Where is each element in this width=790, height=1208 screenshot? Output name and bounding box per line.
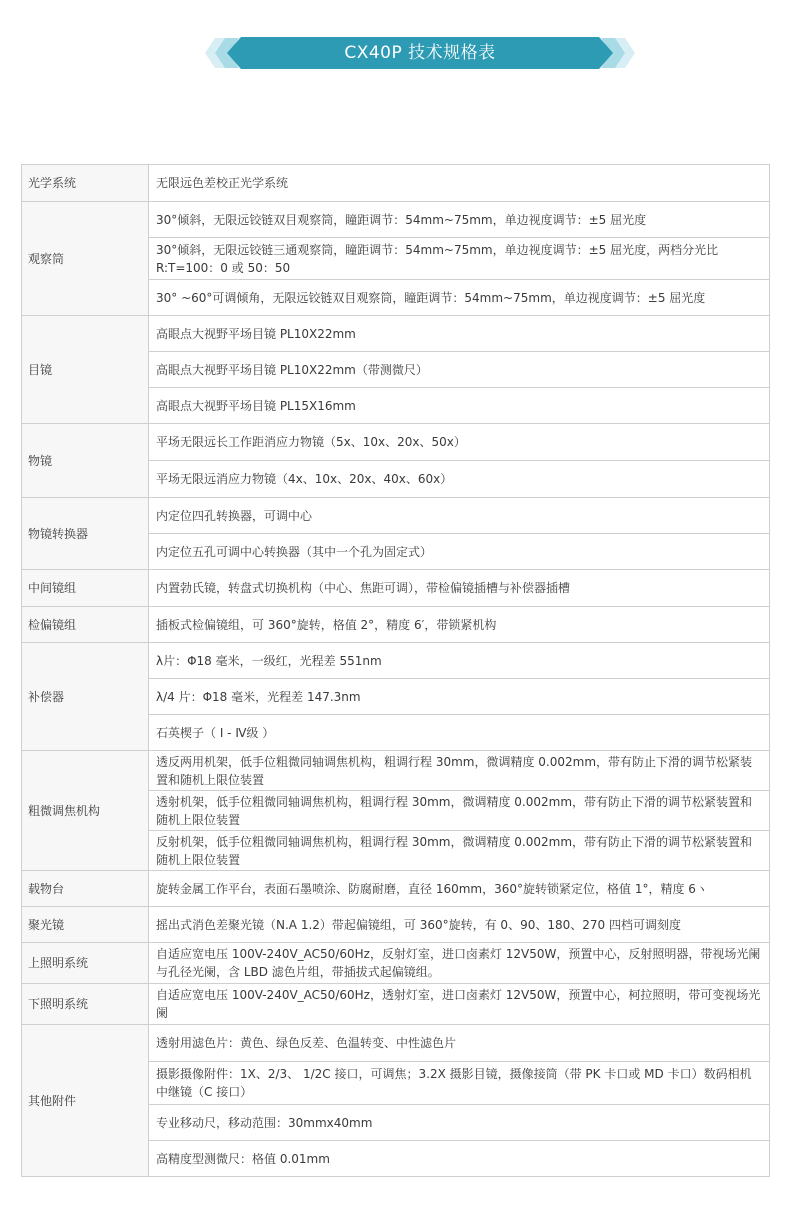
spec-value-cell: 自适应宽电压 100V-240V_AC50/60Hz，反射灯室，进口卤素灯 12V50W，预置中心，反射照明器，带视场光阑与孔径光阑，含 LBD 滤色片组，带插拔式起偏镜组。 [149,943,770,984]
spec-category-cell: 物镜转换器 [22,498,149,570]
spec-value-cell: 透反两用机架，低手位粗微同轴调焦机构，粗调行程 30mm，微调精度 0.002mm，带有防止下滑的调节松紧装置和随机上限位装置 [149,751,770,791]
spec-value-cell: 摄影摄像附件：1X、2/3、 1/2C 接口，可调焦；3.2X 摄影目镜，摄像接筒（带 PK 卡口或 MD 卡口）数码相机中继镜（C 接口） [149,1062,770,1105]
table-row [22,907,770,943]
table-row [22,202,770,238]
spec-value-cell: 透射用滤色片：黄色、绿色反差、色温转变、中性滤色片 [149,1025,770,1062]
spec-value-cell: 反射机架，低手位粗微同轴调焦机构，粗调行程 30mm，微调精度 0.002mm，带有防止下滑的调节松紧装置和随机上限位装置 [149,831,770,871]
spec-value-cell: 高眼点大视野平场目镜 PL10X22mm [149,316,770,352]
spec-value-cell: λ/4 片：Φ18 毫米，光程差 147.3nm [149,679,770,715]
spec-value-cell: 高眼点大视野平场目镜 PL10X22mm（带测微尺） [149,352,770,388]
table-row [22,570,770,607]
spec-value-cell: 平场无限远消应力物镜（4x、10x、20x、40x、60x） [149,461,770,498]
spec-category-cell: 其他附件 [22,1025,149,1177]
spec-value-cell: 石英楔子（ Ⅰ - Ⅳ级 ） [149,715,770,751]
table-row [22,751,770,791]
table-row [22,643,770,679]
spec-table [21,164,770,1177]
table-row [22,316,770,352]
spec-value-cell: 30°倾斜，无限远铰链双目观察筒，瞳距调节：54mm~75mm，单边视度调节：±5 屈光度 [149,202,770,238]
header-banner [205,34,635,72]
spec-category-cell: 中间镜组 [22,570,149,607]
spec-category-cell: 粗微调焦机构 [22,751,149,871]
spec-table-body [22,165,770,1177]
spec-value-cell: 自适应宽电压 100V-240V_AC50/60Hz，透射灯室，进口卤素灯 12V50W，预置中心，柯拉照明，带可变视场光阑 [149,984,770,1025]
table-row [22,424,770,461]
spec-category-cell: 下照明系统 [22,984,149,1025]
spec-category-cell: 物镜 [22,424,149,498]
page-title: CX40P 技术规格表 [344,43,496,63]
spec-category-cell: 聚光镜 [22,907,149,943]
spec-value-cell: 插板式检偏镜组，可 360°旋转，格值 2°，精度 6′，带锁紧机构 [149,607,770,643]
spec-value-cell: 内定位五孔可调中心转换器（其中一个孔为固定式） [149,534,770,570]
table-row [22,498,770,534]
spec-category-cell: 观察筒 [22,202,149,316]
table-row [22,607,770,643]
table-row [22,984,770,1025]
table-row [22,943,770,984]
spec-value-cell: 无限远色差校正光学系统 [149,165,770,202]
spec-category-cell: 补偿器 [22,643,149,751]
spec-value-cell: λ片：Φ18 毫米，一级红，光程差 551nm [149,643,770,679]
table-row [22,165,770,202]
spec-value-cell: 平场无限远长工作距消应力物镜（5x、10x、20x、50x） [149,424,770,461]
spec-category-cell: 目镜 [22,316,149,424]
table-row [22,1025,770,1062]
spec-category-cell: 检偏镜组 [22,607,149,643]
spec-value-cell: 专业移动尺，移动范围：30mmx40mm [149,1105,770,1141]
spec-value-cell: 30°倾斜，无限远铰链三通观察筒，瞳距调节：54mm~75mm，单边视度调节：±5 屈光度，两档分光比 R:T=100：0 或 50：50 [149,238,770,280]
spec-value-cell: 高精度型测微尺：格值 0.01mm [149,1141,770,1177]
spec-category-cell: 上照明系统 [22,943,149,984]
spec-value-cell: 内定位四孔转换器，可调中心 [149,498,770,534]
table-row [22,871,770,907]
spec-value-cell: 30° ~60°可调倾角，无限远铰链双目观察筒，瞳距调节：54mm~75mm，单边视度调节：±5 屈光度 [149,280,770,316]
spec-category-cell: 载物台 [22,871,149,907]
spec-value-cell: 透射机架，低手位粗微同轴调焦机构，粗调行程 30mm，微调精度 0.002mm，带有防止下滑的调节松紧装置和随机上限位装置 [149,791,770,831]
spec-value-cell: 旋转金属工作平台，表面石墨喷涂、防腐耐磨，直径 160mm，360°旋转锁紧定位，格值 1°，精度 6ヽ [149,871,770,907]
spec-value-cell: 内置勃氏镜，转盘式切换机构（中心、焦距可调），带检偏镜插槽与补偿器插槽 [149,570,770,607]
spec-value-cell: 摇出式消色差聚光镜（N.A 1.2）带起偏镜组，可 360°旋转，有 0、90、180、270 四档可调刻度 [149,907,770,943]
spec-category-cell: 光学系统 [22,165,149,202]
spec-value-cell: 高眼点大视野平场目镜 PL15X16mm [149,388,770,424]
